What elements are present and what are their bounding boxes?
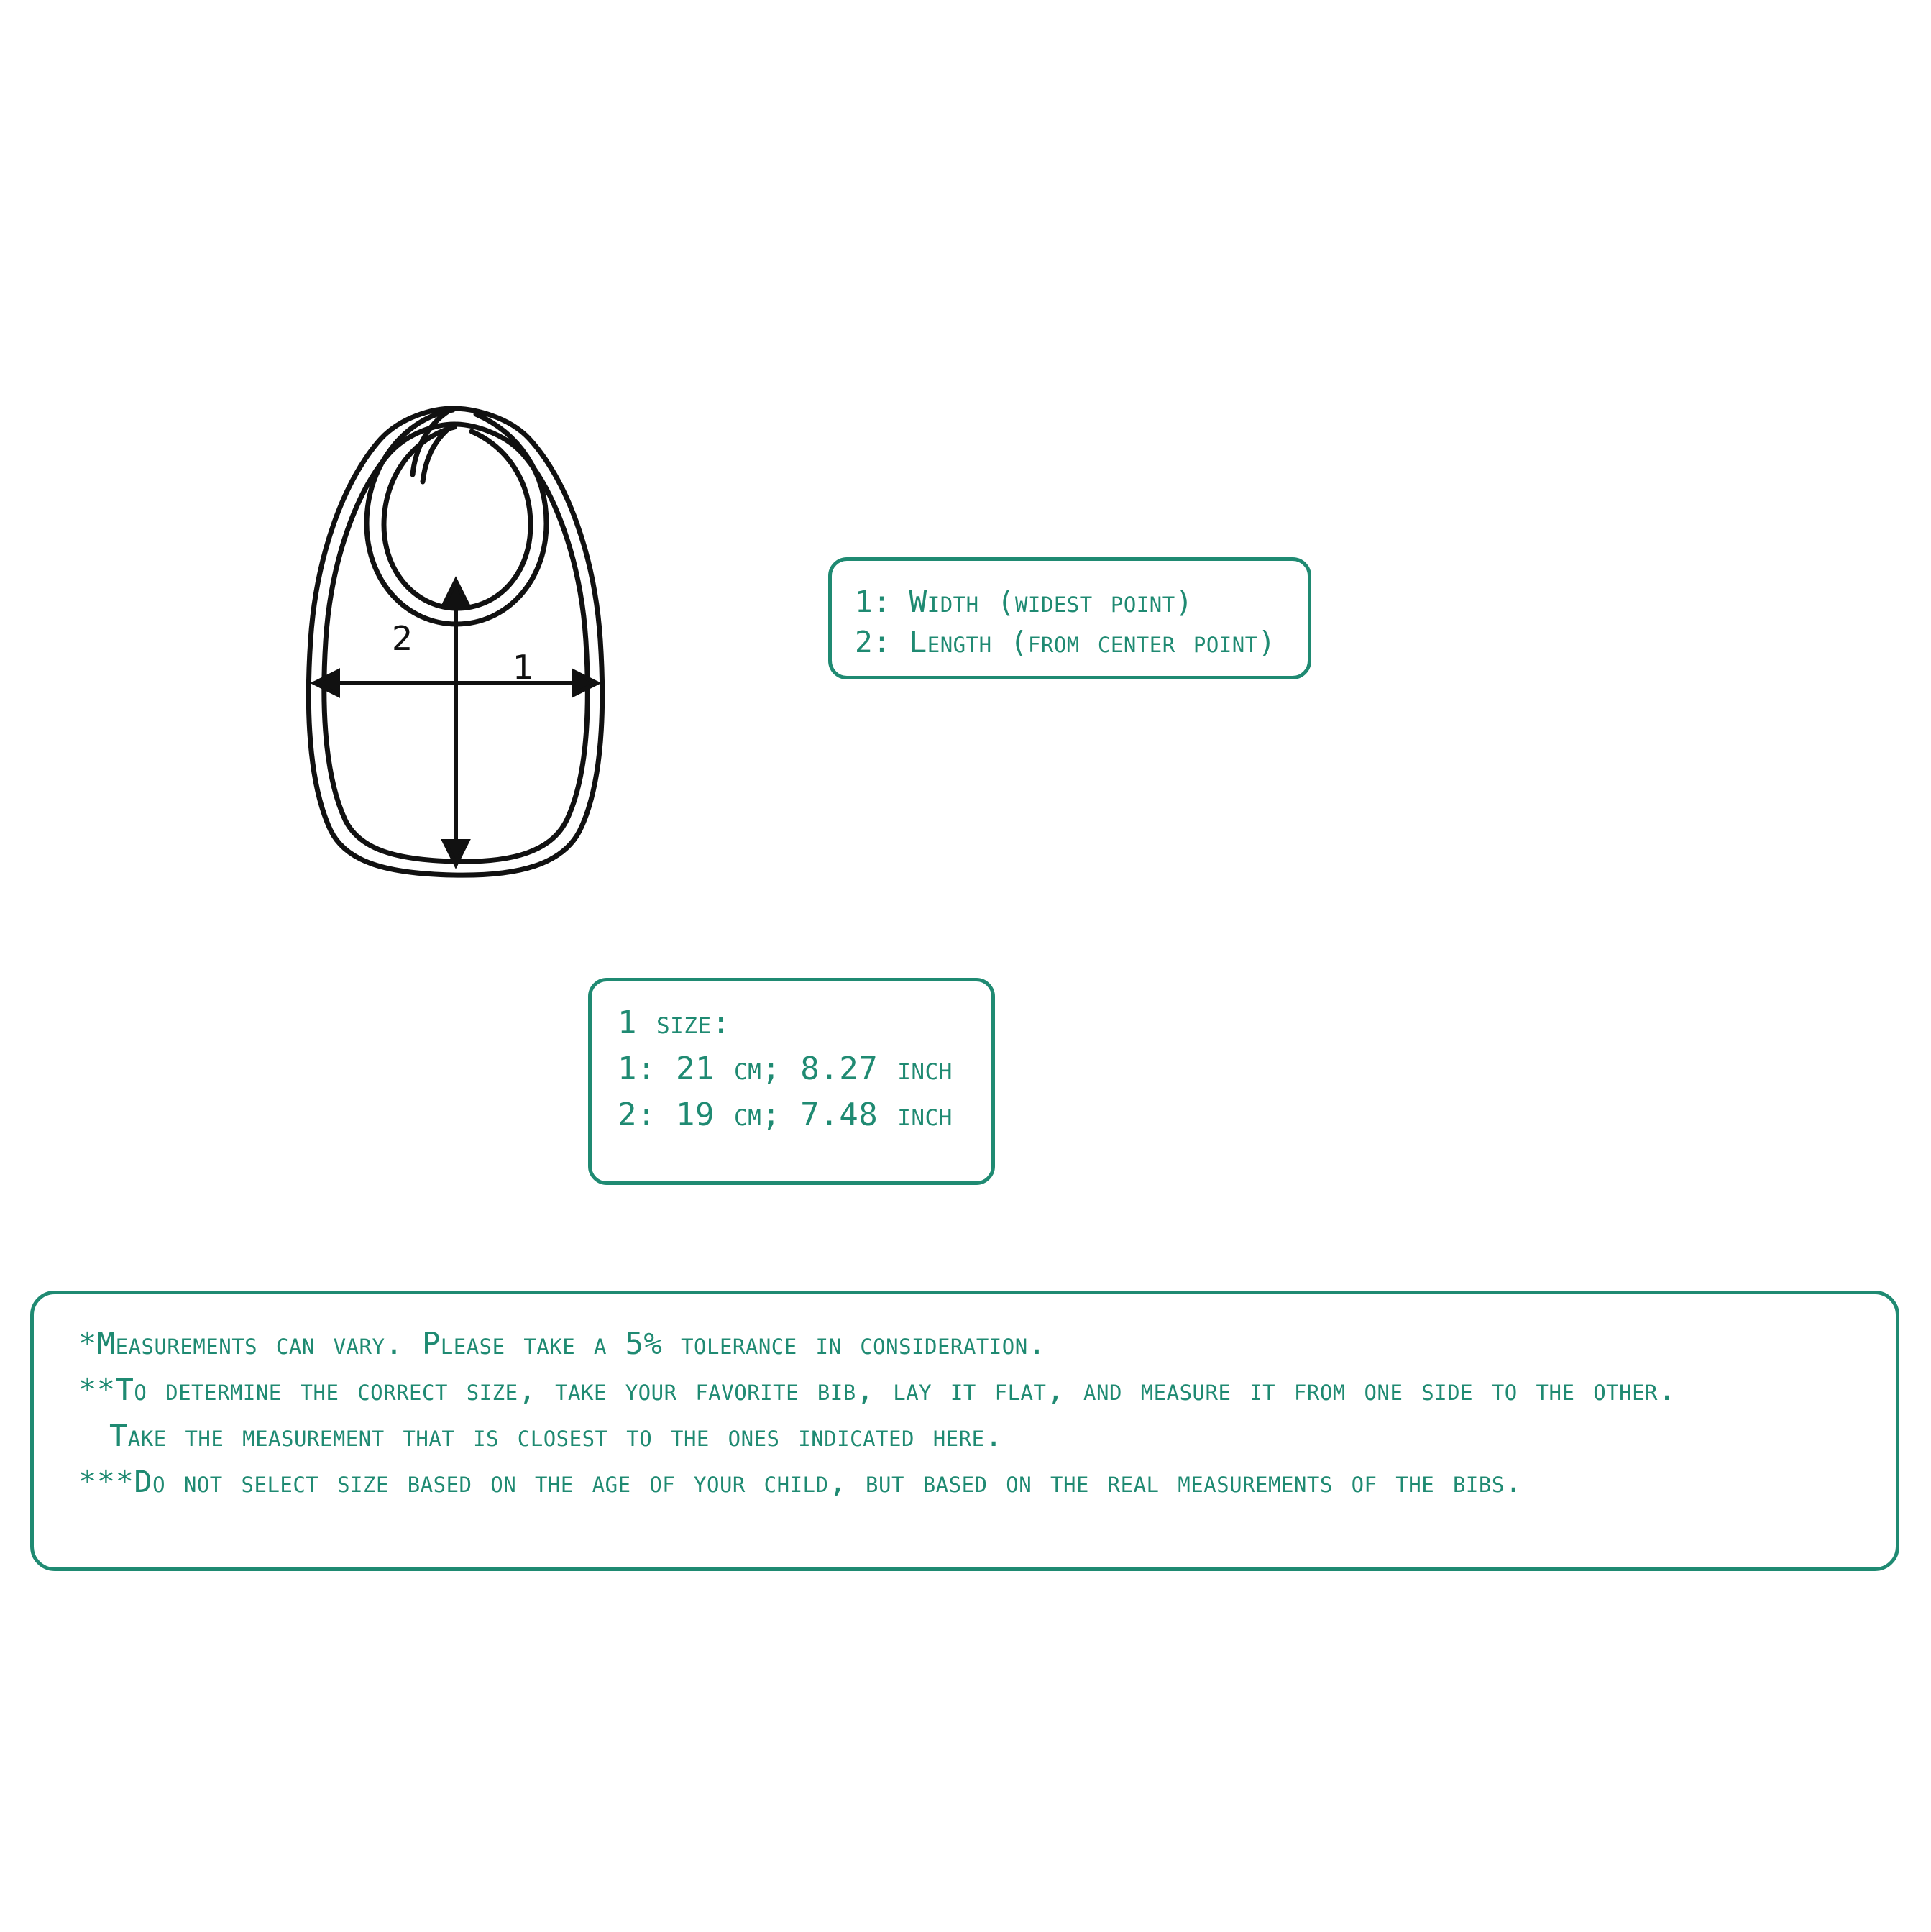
bib-outline-svg xyxy=(237,352,683,899)
size-length-value: 2: 19 cm; 7.48 inch xyxy=(618,1097,953,1133)
size-heading: 1 size: xyxy=(618,1004,731,1041)
notes-box xyxy=(30,1291,1899,1571)
note-tolerance: *Measurements can vary. Please take a 5% tolerance in consideration. xyxy=(78,1326,1047,1361)
note-age-warning: ***Do not select size based on the age of your child, but based on the real measurements of the bibs. xyxy=(78,1464,1523,1499)
dimension-label-1: 1 xyxy=(513,648,534,687)
note-measure-instructions-continued: Take the measurement that is closest to the ones indicated here. xyxy=(109,1418,1004,1453)
legend-box xyxy=(828,557,1311,679)
legend-line-length: 2: Length (from center point) xyxy=(855,625,1276,659)
legend-line-width: 1: Width (widest point) xyxy=(855,585,1193,619)
size-width-value: 1: 21 cm; 8.27 inch xyxy=(618,1050,953,1087)
bib-measurement-diagram xyxy=(237,352,683,899)
dimension-label-2: 2 xyxy=(392,619,413,658)
note-measure-instructions: **To determine the correct size, take your favorite bib, lay it flat, and measure it from one side to the other. xyxy=(78,1372,1677,1407)
size-table-box xyxy=(588,978,995,1185)
